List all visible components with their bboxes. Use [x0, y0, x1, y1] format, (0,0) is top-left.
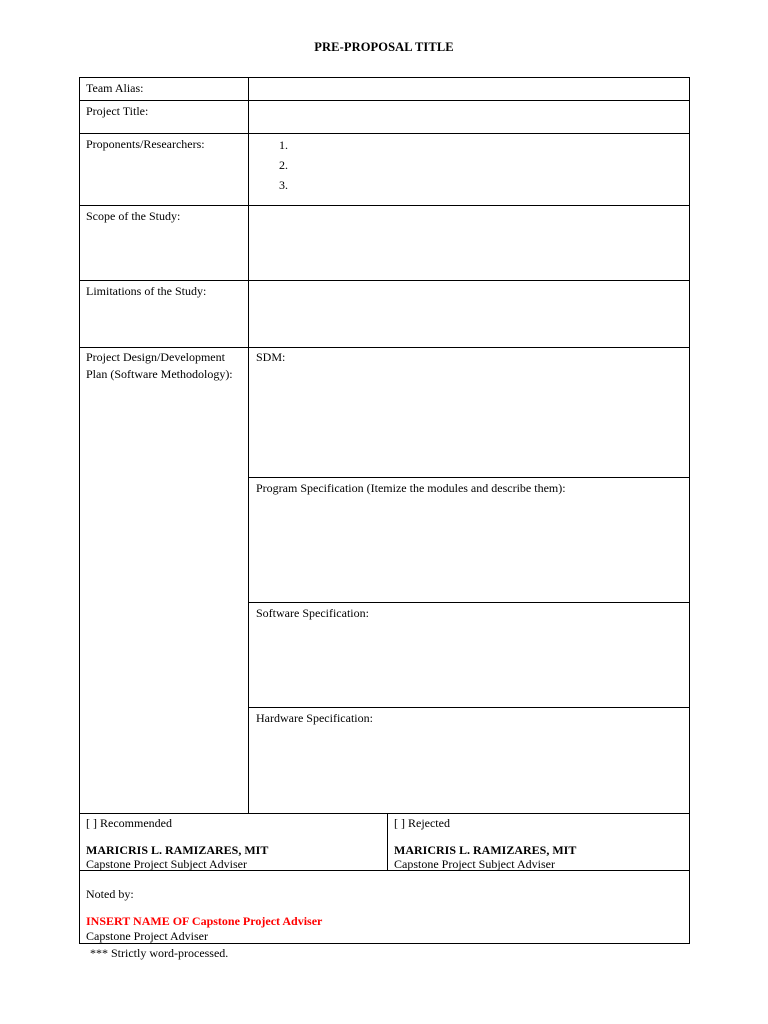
- limitations-field[interactable]: [250, 282, 688, 346]
- program-spec-field[interactable]: [250, 497, 688, 601]
- document-title: PRE-PROPOSAL TITLE: [314, 40, 454, 54]
- right-adviser-name: MARICRIS L. RAMIZARES, MIT: [394, 843, 577, 857]
- row-divider: [79, 100, 690, 101]
- hardware-spec-field[interactable]: [250, 727, 688, 812]
- rejected-checkbox[interactable]: [ ] Rejected: [394, 816, 450, 830]
- row-divider: [79, 280, 690, 281]
- proponent-number: 3.: [279, 178, 288, 192]
- program-spec-label: Program Specification (Itemize the modules and describe them):: [256, 481, 566, 495]
- row-divider: [248, 707, 690, 708]
- scope-label: Scope of the Study:: [86, 209, 181, 223]
- row-divider: [79, 347, 690, 348]
- recommended-checkbox[interactable]: [ ] Recommended: [86, 816, 172, 830]
- right-adviser-role: Capstone Project Subject Adviser: [394, 857, 555, 871]
- sdm-field[interactable]: [250, 366, 688, 476]
- team-alias-label: Team Alias:: [86, 81, 144, 95]
- software-spec-label: Software Specification:: [256, 606, 369, 620]
- row-divider: [79, 813, 690, 814]
- project-title-field[interactable]: [250, 102, 688, 132]
- adviser-name-placeholder[interactable]: INSERT NAME OF Capstone Project Adviser: [86, 914, 323, 928]
- left-adviser-role: Capstone Project Subject Adviser: [86, 857, 247, 871]
- footnote: *** Strictly word-processed.: [90, 946, 229, 960]
- hardware-spec-label: Hardware Specification:: [256, 711, 373, 725]
- limitations-label: Limitations of the Study:: [86, 284, 207, 298]
- proponents-list: [279, 135, 288, 195]
- project-title-label: Project Title:: [86, 104, 149, 118]
- row-divider: [248, 602, 690, 603]
- proponent-number: 2.: [279, 158, 288, 172]
- column-divider: [387, 813, 388, 871]
- table-border-top: [79, 77, 690, 78]
- noted-by-label: Noted by:: [86, 887, 134, 901]
- software-spec-field[interactable]: [250, 622, 688, 706]
- design-plan-label-line2: Plan (Software Methodology):: [86, 367, 233, 381]
- team-alias-field[interactable]: [250, 79, 688, 99]
- left-adviser-name: MARICRIS L. RAMIZARES, MIT: [86, 843, 269, 857]
- row-divider: [79, 133, 690, 134]
- proponent-number: 1.: [279, 138, 288, 152]
- table-border-left: [79, 77, 80, 944]
- table-border-right: [689, 77, 690, 944]
- proponents-label: Proponents/Researchers:: [86, 137, 205, 151]
- adviser-role: Capstone Project Adviser: [86, 929, 208, 943]
- design-plan-label-line1: Project Design/Development: [86, 350, 225, 364]
- sdm-label: SDM:: [256, 350, 286, 364]
- row-divider: [248, 477, 690, 478]
- scope-field[interactable]: [250, 207, 688, 279]
- column-divider: [248, 77, 249, 814]
- proponents-field[interactable]: [295, 135, 687, 203]
- row-divider: [79, 205, 690, 206]
